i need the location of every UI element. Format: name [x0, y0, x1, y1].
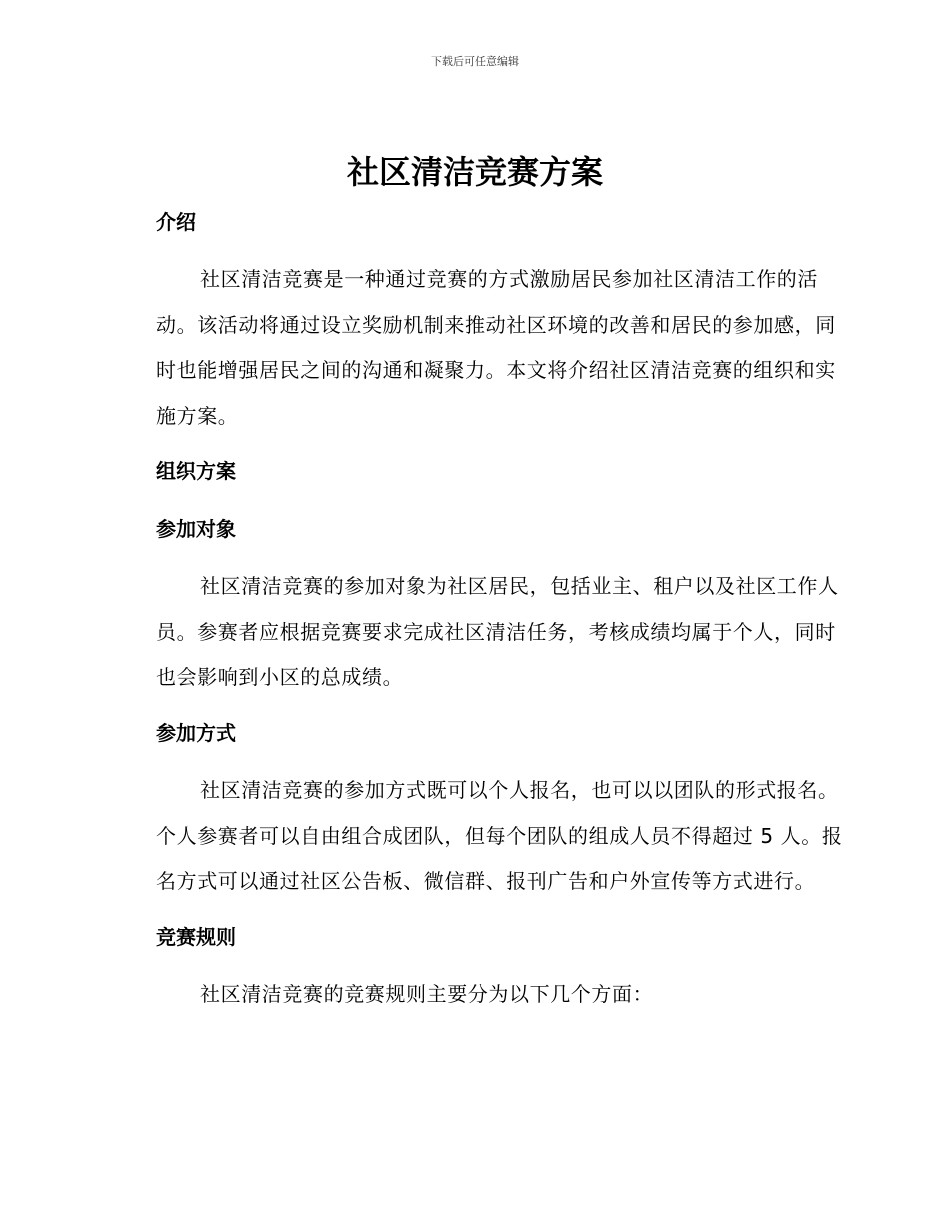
paragraph-line: 社区清洁竞赛是一种通过竞赛的方式激励居民参加社区清洁工作的活	[200, 267, 818, 291]
paragraph-participation-method	[112, 768, 843, 905]
document-title: 社区清洁竞赛方案	[346, 153, 603, 191]
paragraph-line: 社区清洁竞赛的参加方式既可以个人报名，也可以以团队的形式报名。	[200, 778, 839, 802]
paragraph-line: 时也能增强居民之间的沟通和凝聚力。本文将介绍社区清洁竞赛的组织和实	[156, 358, 836, 382]
section-heading-introduction: 介绍	[156, 210, 196, 234]
paragraph-line: 动。该活动将通过设立奖励机制来推动社区环境的改善和居民的参加感，同	[156, 312, 836, 337]
paragraph-line: 社区清洁竞赛的竞赛规则主要分为以下几个方面：	[200, 982, 654, 1006]
paragraph-line: 也会影响到小区的总成绩。	[156, 665, 404, 689]
section-heading-participants: 参加对象	[156, 517, 236, 541]
paragraph-line: 名方式可以通过社区公告板、微信群、报刊广告和户外宣传等方式进行。	[156, 869, 816, 893]
paragraph-line: 员。参赛者应根据竞赛要求完成社区清洁任务，考核成绩均属于个人，同时	[156, 619, 836, 644]
paragraph-introduction	[112, 257, 836, 439]
header-note: 下载后可任意编辑	[431, 55, 519, 68]
paragraph-line: 施方案。	[156, 403, 239, 428]
paragraph-line: 个人参赛者可以自由组合成团队，但每个团队的组成人员不得超过 5 人。报	[156, 823, 843, 848]
section-heading-participation-method: 参加方式	[156, 721, 236, 745]
paragraph-rules	[112, 972, 832, 1018]
section-heading-rules: 竞赛规则	[156, 925, 236, 949]
paragraph-line: 社区清洁竞赛的参加对象为社区居民，包括业主、租户以及社区工作人	[200, 574, 839, 598]
section-heading-organization: 组织方案	[156, 459, 236, 483]
paragraph-participants	[112, 564, 839, 701]
